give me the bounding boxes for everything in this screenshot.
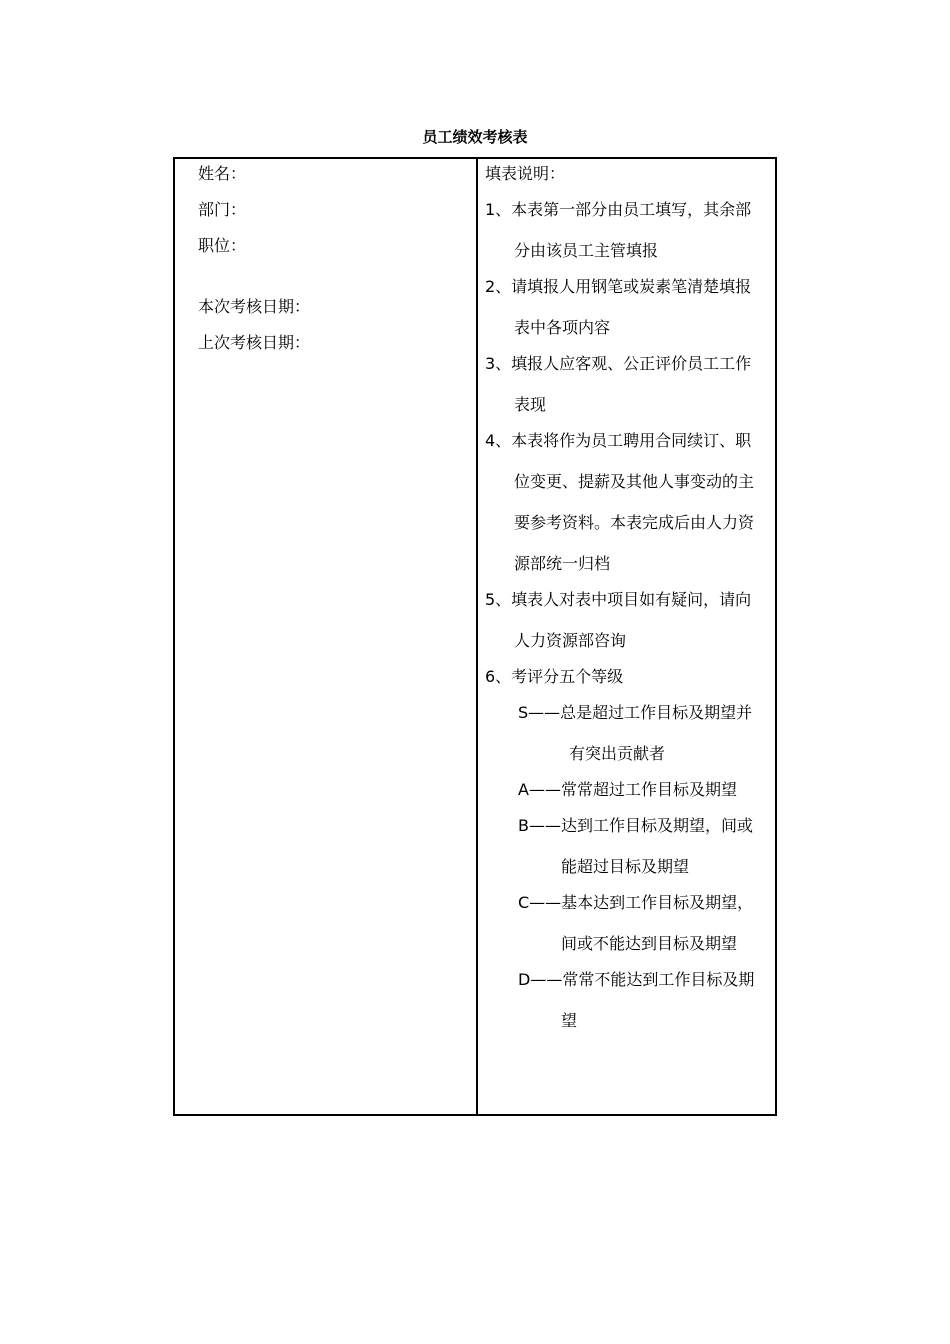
instruction-item-6: 6、考评分五个等级 bbox=[485, 667, 624, 686]
grade-c: C——基本达到工作目标及期望， bbox=[518, 893, 754, 912]
last-review-date-field[interactable]: 上次考核日期： bbox=[198, 333, 311, 352]
position-field[interactable]: 职位： bbox=[198, 236, 247, 255]
instruction-item-2-cont: 表中各项内容 bbox=[514, 318, 611, 337]
instruction-item-5-cont: 人力资源部咨询 bbox=[514, 631, 627, 650]
grade-s: S——总是超过工作目标及期望并 bbox=[518, 703, 753, 722]
grade-d: D——常常不能达到工作目标及期 bbox=[518, 970, 755, 989]
instruction-item-1: 1、本表第一部分由员工填写，其余部 bbox=[485, 200, 752, 219]
instructions-column bbox=[478, 159, 775, 1114]
name-field[interactable]: 姓名： bbox=[198, 164, 247, 183]
grade-d-cont: 望 bbox=[561, 1011, 578, 1030]
grade-s-cont: 有突出贡献者 bbox=[569, 744, 666, 763]
instruction-item-4-cont-1: 位变更、提薪及其他人事变动的主 bbox=[514, 472, 755, 491]
instruction-item-4: 4、本表将作为员工聘用合同续订、职 bbox=[485, 431, 752, 450]
instruction-item-3: 3、填报人应客观、公正评价员工工作 bbox=[485, 354, 752, 373]
document-title: 员工绩效考核表 bbox=[422, 128, 528, 146]
department-field[interactable]: 部门： bbox=[198, 200, 247, 219]
instruction-item-4-cont-2: 要参考资料。本表完成后由人力资 bbox=[514, 513, 755, 532]
instruction-item-4-cont-3: 源部统一归档 bbox=[514, 554, 611, 573]
grade-a: A——常常超过工作目标及期望 bbox=[518, 780, 737, 799]
instruction-item-3-cont: 表现 bbox=[514, 395, 547, 414]
grade-c-cont: 间或不能达到目标及期望 bbox=[561, 934, 738, 953]
instructions-heading: 填表说明： bbox=[485, 164, 566, 183]
grade-b: B——达到工作目标及期望，间或 bbox=[518, 816, 753, 835]
grade-b-cont: 能超过目标及期望 bbox=[561, 857, 690, 876]
employee-info-column bbox=[175, 159, 476, 1114]
instruction-item-2: 2、请填报人用钢笔或炭素笔清楚填报 bbox=[485, 277, 752, 296]
current-review-date-field[interactable]: 本次考核日期： bbox=[198, 297, 311, 316]
appraisal-form-table bbox=[173, 157, 777, 1116]
instruction-item-1-cont: 分由该员工主管填报 bbox=[514, 241, 659, 260]
instruction-item-5: 5、填表人对表中项目如有疑问，请向 bbox=[485, 590, 752, 609]
